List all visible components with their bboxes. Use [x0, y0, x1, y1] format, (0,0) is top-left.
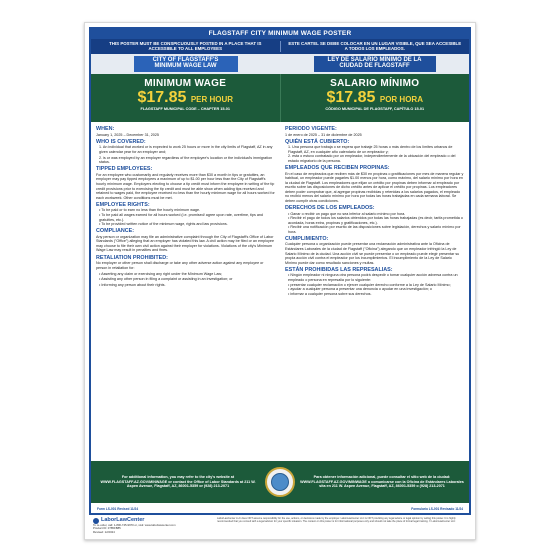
wage-unit-es: POR HORA — [379, 94, 423, 104]
list-item: • Recibir el pago de todos los salarios obtenidos por todas las horas trabajadas (es decir, tarifa prometida o acordada, horas extra, propinas y gratificaciones, etc.). — [288, 216, 463, 225]
publisher-info — [93, 517, 213, 535]
section-heading: ESTÁN PROHIBIDAS LAS REPRESALIAS: — [285, 266, 393, 273]
section-heading: DERECHOS DE LOS EMPLEADOS: — [285, 205, 375, 212]
list-item: • informar a cualquier persona sobre sus derechos. — [288, 291, 372, 296]
section-heading: EMPLOYEE RIGHTS: — [96, 201, 150, 208]
list-item: • To be provided written notice of the minimum wage, rights and law provisions. — [99, 222, 228, 227]
section-heading: PERIODO VIGENTE: — [285, 126, 337, 133]
poster-frame — [89, 27, 471, 515]
wage-panel — [91, 74, 469, 122]
contact-footer — [91, 461, 469, 503]
section-heading: WHO IS COVERED: — [96, 138, 146, 145]
list-item: • To be paid all wages earned for all hours worked (i.e. promised/ agree upon rate, overtime, tips and gratuities, etc.). — [99, 212, 263, 222]
reorder-contact: To re-order, call: 1-800-745-9970 or, visit: www.laborlawcenter.com — [93, 523, 176, 527]
list-item: • presentar cualquier reclamación o ejercer cualquier derecho conforme a la Ley de Salario Mínimo; — [288, 282, 451, 287]
section-text: En el caso de empleados que reciben más de $30 en propinas o gratificaciones por mes de manera regular y habitual, un empleador puede pagarles $1.00 menos por hora, como máximo, del salario mínimo por hora en la ciudad de Flagstaff. Los empleadores que elijan un crédito por propinas deben informar al empleado por escrito sobre las disposiciones de dicho crédito antes de aplicar el crédito por propinas. Los empleadores deben poder comprobar que, al agregar propinas recibidas y retenidas a los salarios pagados, el empleado no recibió menos del salario mínimo por hora por todas las horas trabajadas en cada semana laboral. Se deben cumplir otras condiciones. — [285, 171, 464, 204]
list-item: • Ningún empleador ni ninguna otra persona podrá despedir o tomar cualquier acción adversa contra un empleado o persona en represalia por lo siguiente: — [288, 273, 458, 282]
section-text: 1 de enero de 2025 – 31 de diciembre de 2025 — [285, 132, 362, 137]
section-text: January 1, 2025 – December 31, 2025 — [96, 132, 159, 137]
list-item: • Asserting any claim or exercising any right under the Minimum Wage Law; — [99, 271, 223, 276]
wage-en — [91, 74, 280, 122]
list-item: • Recibir una notificación por escrito de las disposiciones sobre legislación, derechos y salario mínimo por hora. — [288, 225, 461, 234]
spanish-column — [280, 125, 464, 296]
form-numbers — [91, 507, 469, 511]
list-item: • ayudar a cualquier persona a presentar una denuncia o ayudar en una investigación; o — [288, 287, 432, 292]
contact-info-en: For additional information, you may refer to the city's website at WWW.FLAGSTAFF.AZ.GOV/MINWAGE or contact the Office of Labor Standards at 211 W. Aspen Avenue, Flagstaff, AZ, 86001-5359 or (928) 213-2071 — [100, 475, 256, 489]
section-text: No employer or other person shall discharge or take any other adverse action against any employee or person in retaliation for: — [96, 260, 264, 270]
section-heading: RETALIATION PROHIBITED: — [96, 254, 168, 261]
wage-heading-en: MINIMUM WAGE — [144, 77, 227, 89]
wage-amount-en: $17.85 — [137, 88, 187, 106]
wage-heading-es: SALARIO MÍNIMO — [330, 77, 420, 89]
english-column — [96, 125, 280, 296]
wage-amount-es: $17.85 — [326, 88, 376, 106]
poster-title: FLAGSTAFF CITY MINIMUM WAGE POSTER — [91, 29, 469, 39]
legal-disclaimer: LaborLawCenter LLC does NOT assume responsibility for the use, actions, or decisions made by the employer. LaborLawCenter LLC is NOT providing any legal advice or legal opinion by selling this poster. It is highly recommended that you consult with a legal advisor for your specific situation. The content on this poster is for informational purposes only and should not take the place of formal legal training. © LaborLawCenter LLC — [217, 517, 456, 523]
section-heading: CUMPLIMIENTO: — [285, 236, 329, 243]
wage-es — [280, 74, 470, 122]
list-item: 2. is or was employed by an employer regardless of the employee's location or the individual's immigration status. — [99, 155, 273, 165]
product-id: Product ID: 0785FB85 — [93, 526, 121, 531]
law-title-es: LEY DE SALARIO MÍNIMO DE LA CIUDAD DE FLAGSTAFF — [314, 56, 436, 72]
section-heading: COMPLIANCE: — [96, 228, 135, 235]
form-number-en: Form LS-001 Revised 11/24 — [97, 507, 139, 511]
list-item: 1. An individual that worked or is expected to work 25 hours or more in the city limits of Flagstaff, AZ in any given calendar year for an employer and; — [99, 145, 273, 154]
contact-info-es: Para obtener información adicional, puede consultar el sitio web de la ciudad: WWW.FLAGSTAFF.AZ.GOV/MINWAGE o comunicarse con la Oficina de Estándares Laborales sita en 211 W. Aspen Avenue, Flagstaff, AZ, 86001-5359 o (928) 213-2071 — [300, 475, 464, 489]
form-number-es: Formulario LS-001 Revisado 11/24 — [411, 507, 463, 511]
list-item: 1. Una persona que trabaja o se espera que trabaje 25 horas o más dentro de los límites urbanos de Flagstaff, AZ, en cualquier año calendario de un empleador y; — [288, 145, 453, 154]
section-heading: EMPLEADOS QUE RECIBEN PROPINAS: — [285, 165, 390, 172]
posting-notice-es: ESTE CARTEL SE DEBE COLOCAR EN UN LUGAR VISIBLE, QUE SEA ACCESIBLE A TODOS LOS EMPLEADOS. — [280, 41, 470, 52]
section-text: Any person or organization may file an administrative complaint through the City of Flagstaff's Office of Labor Standards ("Office") alleging that an employer has violated this law. A civil action may be filed or an employee may choose to file their own civil action against their employer for violations. Violations of the city's Minimum Wage Law may result in penalties and fines. — [96, 234, 275, 253]
section-text: For an employee who customarily and regularly receives more than $30 a month in tips or gratuities, an employer may pay tipped employees a maximum of up to $1.00 per hour less than the City of Flagstaff's hourly minimum wage. Employers electing to choose a tip credit must inform the employee in writing of the tip credit provisions prior to exercising the tip credit and must be able show when adding tips received and retained to wages paid, the employee received no less than the hourly minimum wage for all hours worked for each workweek. Other conditions must be met. — [96, 172, 275, 200]
publisher-credits — [93, 517, 467, 535]
list-item: • Ganar o recibir un pago que no sea inferior al salario mínimo por hora. — [288, 211, 406, 216]
posting-notice — [91, 39, 469, 54]
city-seal-icon — [265, 467, 295, 497]
list-item: • Assisting any other person in filing a complaint or assisting in an investigation; or — [99, 277, 233, 282]
section-heading: WHEN: — [96, 126, 115, 133]
list-item: 2. esta o estuvo contratado por un empleador, independientemente de la ubicación del empleado o del estado migratorio de la persona. — [288, 154, 456, 163]
municipal-code-es: CÓDIGO MUNICIPAL DE FLAGSTAFF, CAPÍTULO 15-01 — [325, 106, 425, 111]
section-text: Cualquier persona u organización puede presentar una reclamación administrativa ante la Oficina de Estándares Laborales de la ciudad de Flagstaff ("Oficina") alegando que un empleador infringió la Ley de Salario Mínimo de la ciudad. Una acción civil se puede presentar o un empleado puede elegir presentar su propia acción civil contra el empleador por los incumplimientos. El incumplimiento de la Ley de Salario Mínimo puede dar como resultado sanciones y multas. — [285, 242, 460, 265]
wage-unit-en: PER HOUR — [190, 94, 234, 104]
revised-date: Revised: 12/2024 — [93, 529, 115, 534]
poster — [84, 22, 476, 540]
law-banner — [91, 54, 469, 74]
poster-body — [91, 122, 469, 296]
section-heading: QUIÉN ESTÁ CUBIERTO: — [285, 138, 350, 145]
section-heading: TIPPED EMPLOYEES: — [96, 166, 153, 173]
list-item: • To be paid or to earn no less than the hourly minimum wage. — [99, 208, 201, 213]
publisher-name: LaborLawCenter — [101, 517, 145, 523]
posting-notice-en: THIS POSTER MUST BE CONSPICUOUSLY POSTED IN A PLACE THAT IS ACCESSIBLE TO ALL EMPLOYEES — [109, 41, 262, 52]
list-item: • Informing any person about their rights. — [99, 283, 166, 288]
law-title-en: CITY OF FLAGSTAFF'S MINIMUM WAGE LAW — [134, 56, 238, 72]
municipal-code-en: FLAGSTAFF MUNICIPAL CODE – CHAPTER 15-01 — [140, 106, 230, 111]
